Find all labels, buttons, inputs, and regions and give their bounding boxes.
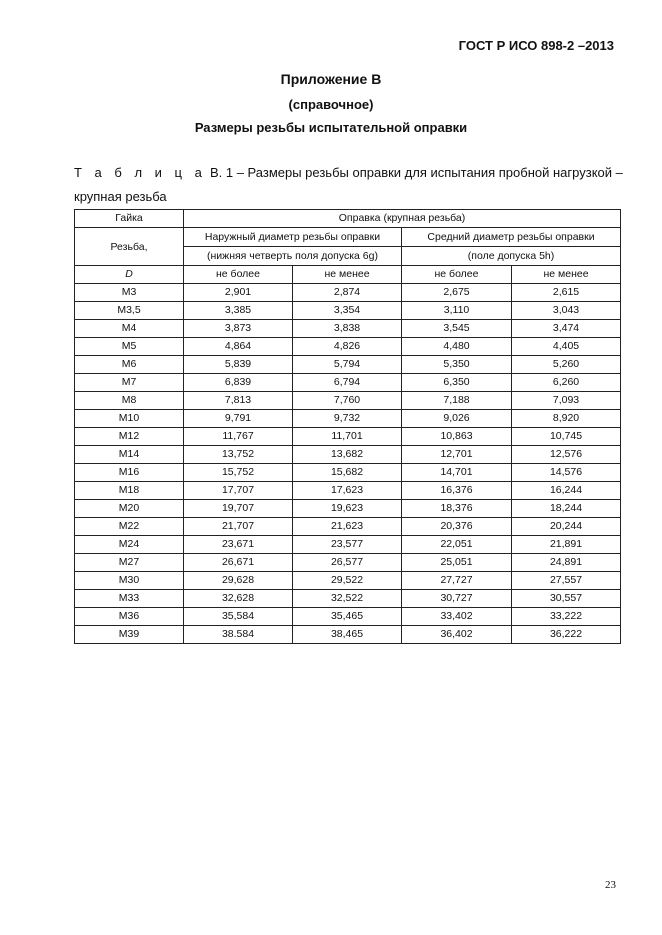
value-cell: 2,874 [293,284,402,302]
value-cell: 6,794 [293,374,402,392]
thread-size-cell: M14 [75,446,184,464]
value-cell: 29,628 [184,572,293,590]
header-outer-min: не менее [293,266,402,284]
table-row [75,356,621,374]
caption-text: – Размеры резьбы оправки для испытания пробной нагрузкой – [236,165,623,180]
table-row [75,338,621,356]
table-row [75,410,621,428]
value-cell: 30,727 [402,590,512,608]
value-cell: 11,701 [293,428,402,446]
standard-header: ГОСТ Р ИСО 898-2 –2013 [458,38,614,53]
value-cell: 30,557 [512,590,621,608]
value-cell: 18,376 [402,500,512,518]
value-cell: 26,671 [184,554,293,572]
value-cell: 38,465 [293,626,402,644]
value-cell: 8,920 [512,410,621,428]
appendix-title: Приложение В [280,71,382,87]
caption-prefix: Т а б л и ц а [74,165,207,180]
table-row [75,500,621,518]
value-cell: 7,188 [402,392,512,410]
table-row [75,302,621,320]
value-cell: 5,260 [512,356,621,374]
value-cell: 24,891 [512,554,621,572]
page-number: 23 [605,879,616,891]
value-cell: 7,813 [184,392,293,410]
value-cell: 12,576 [512,446,621,464]
value-cell: 3,474 [512,320,621,338]
value-cell: 6,260 [512,374,621,392]
value-cell: 35,584 [184,608,293,626]
value-cell: 18,244 [512,500,621,518]
thread-size-cell: M5 [75,338,184,356]
value-cell: 3,838 [293,320,402,338]
value-cell: 19,623 [293,500,402,518]
table-row [75,392,621,410]
header-outer-diameter [184,228,402,247]
thread-size-cell: M36 [75,608,184,626]
table-body [75,284,621,644]
value-cell: 14,701 [402,464,512,482]
thread-size-cell: M3 [75,284,184,302]
value-cell: 2,901 [184,284,293,302]
appendix-type: (справочное) [288,97,374,112]
value-cell: 7,760 [293,392,402,410]
thread-size-cell: M22 [75,518,184,536]
value-cell: 9,791 [184,410,293,428]
header-mandrel: Оправка (крупная резьба) [184,210,621,228]
table-row [75,608,621,626]
value-cell: 4,405 [512,338,621,356]
table-row [75,590,621,608]
value-cell: 21,707 [184,518,293,536]
value-cell: 4,826 [293,338,402,356]
header-thread: Резьба, [75,228,184,266]
table-row [75,446,621,464]
value-cell: 32,522 [293,590,402,608]
value-cell: 4,480 [402,338,512,356]
value-cell: 7,093 [512,392,621,410]
value-cell: 29,522 [293,572,402,590]
value-cell: 33,222 [512,608,621,626]
thread-size-cell: M30 [75,572,184,590]
header-mid-max: не более [402,266,512,284]
table-row [75,626,621,644]
table-row [75,284,621,302]
thread-size-cell: M16 [75,464,184,482]
thread-size-cell: M20 [75,500,184,518]
value-cell: 35,465 [293,608,402,626]
thread-size-cell: M18 [75,482,184,500]
value-cell: 38.584 [184,626,293,644]
value-cell: 23,577 [293,536,402,554]
header-mid-min: не менее [512,266,621,284]
value-cell: 15,752 [184,464,293,482]
value-cell: 20,376 [402,518,512,536]
value-cell: 13,752 [184,446,293,464]
thread-size-cell: M4 [75,320,184,338]
value-cell: 19,707 [184,500,293,518]
value-cell: 36,402 [402,626,512,644]
table-row [75,536,621,554]
value-cell: 2,615 [512,284,621,302]
thread-size-cell: M24 [75,536,184,554]
value-cell: 2,675 [402,284,512,302]
value-cell: 10,863 [402,428,512,446]
thread-size-cell: M27 [75,554,184,572]
value-cell: 3,385 [184,302,293,320]
value-cell: 5,350 [402,356,512,374]
header-mid-diameter [402,228,621,247]
value-cell: 33,402 [402,608,512,626]
value-cell: 11,767 [184,428,293,446]
value-cell: 17,623 [293,482,402,500]
table-row [75,572,621,590]
value-cell: 14,576 [512,464,621,482]
table-row [75,320,621,338]
value-cell: 32,628 [184,590,293,608]
value-cell: 22,051 [402,536,512,554]
value-cell: 3,110 [402,302,512,320]
value-cell: 9,026 [402,410,512,428]
table-row [75,554,621,572]
table-caption [74,165,623,180]
value-cell: 9,732 [293,410,402,428]
thread-size-cell: M6 [75,356,184,374]
value-cell: 6,839 [184,374,293,392]
table-row [75,482,621,500]
table-row [75,464,621,482]
thread-size-cell: M33 [75,590,184,608]
thread-size-cell: M7 [75,374,184,392]
caption-number: В. 1 [209,165,234,180]
value-cell: 6,350 [402,374,512,392]
value-cell: 3,354 [293,302,402,320]
value-cell: 10,745 [512,428,621,446]
header-outer-max: не более [184,266,293,284]
header-nut: Гайка [75,210,184,228]
caption-line2: крупная резьба [74,189,167,204]
value-cell: 15,682 [293,464,402,482]
header-outer-diameter-tolerance: (нижняя четверть поля допуска 6g) [184,247,402,266]
value-cell: 5,794 [293,356,402,374]
appendix-subtitle: Размеры резьбы испытательной оправки [194,120,468,135]
value-cell: 25,051 [402,554,512,572]
value-cell: 17,707 [184,482,293,500]
value-cell: 27,727 [402,572,512,590]
value-cell: 20,244 [512,518,621,536]
value-cell: 21,891 [512,536,621,554]
value-cell: 16,376 [402,482,512,500]
value-cell: 3,043 [512,302,621,320]
value-cell: 3,545 [402,320,512,338]
header-mid-diameter-tolerance: (поле допуска 5h) [402,247,621,266]
thread-dimensions-table [74,209,621,644]
table-row [75,518,621,536]
value-cell: 21,623 [293,518,402,536]
header-thread-symbol: D [75,266,184,284]
value-cell: 12,701 [402,446,512,464]
value-cell: 27,557 [512,572,621,590]
thread-size-cell: M3,5 [75,302,184,320]
thread-size-cell: M10 [75,410,184,428]
mid-diameter-line1: Средний диаметр резьбы оправки [427,231,595,243]
thread-size-cell: M8 [75,392,184,410]
value-cell: 16,244 [512,482,621,500]
value-cell: 36,222 [512,626,621,644]
value-cell: 13,682 [293,446,402,464]
table-row [75,428,621,446]
outer-diameter-line1: Наружный диаметр резьбы оправки [204,231,381,243]
value-cell: 5,839 [184,356,293,374]
thread-size-cell: M12 [75,428,184,446]
value-cell: 26,577 [293,554,402,572]
thread-size-cell: M39 [75,626,184,644]
value-cell: 23,671 [184,536,293,554]
value-cell: 4,864 [184,338,293,356]
table-row [75,374,621,392]
value-cell: 3,873 [184,320,293,338]
